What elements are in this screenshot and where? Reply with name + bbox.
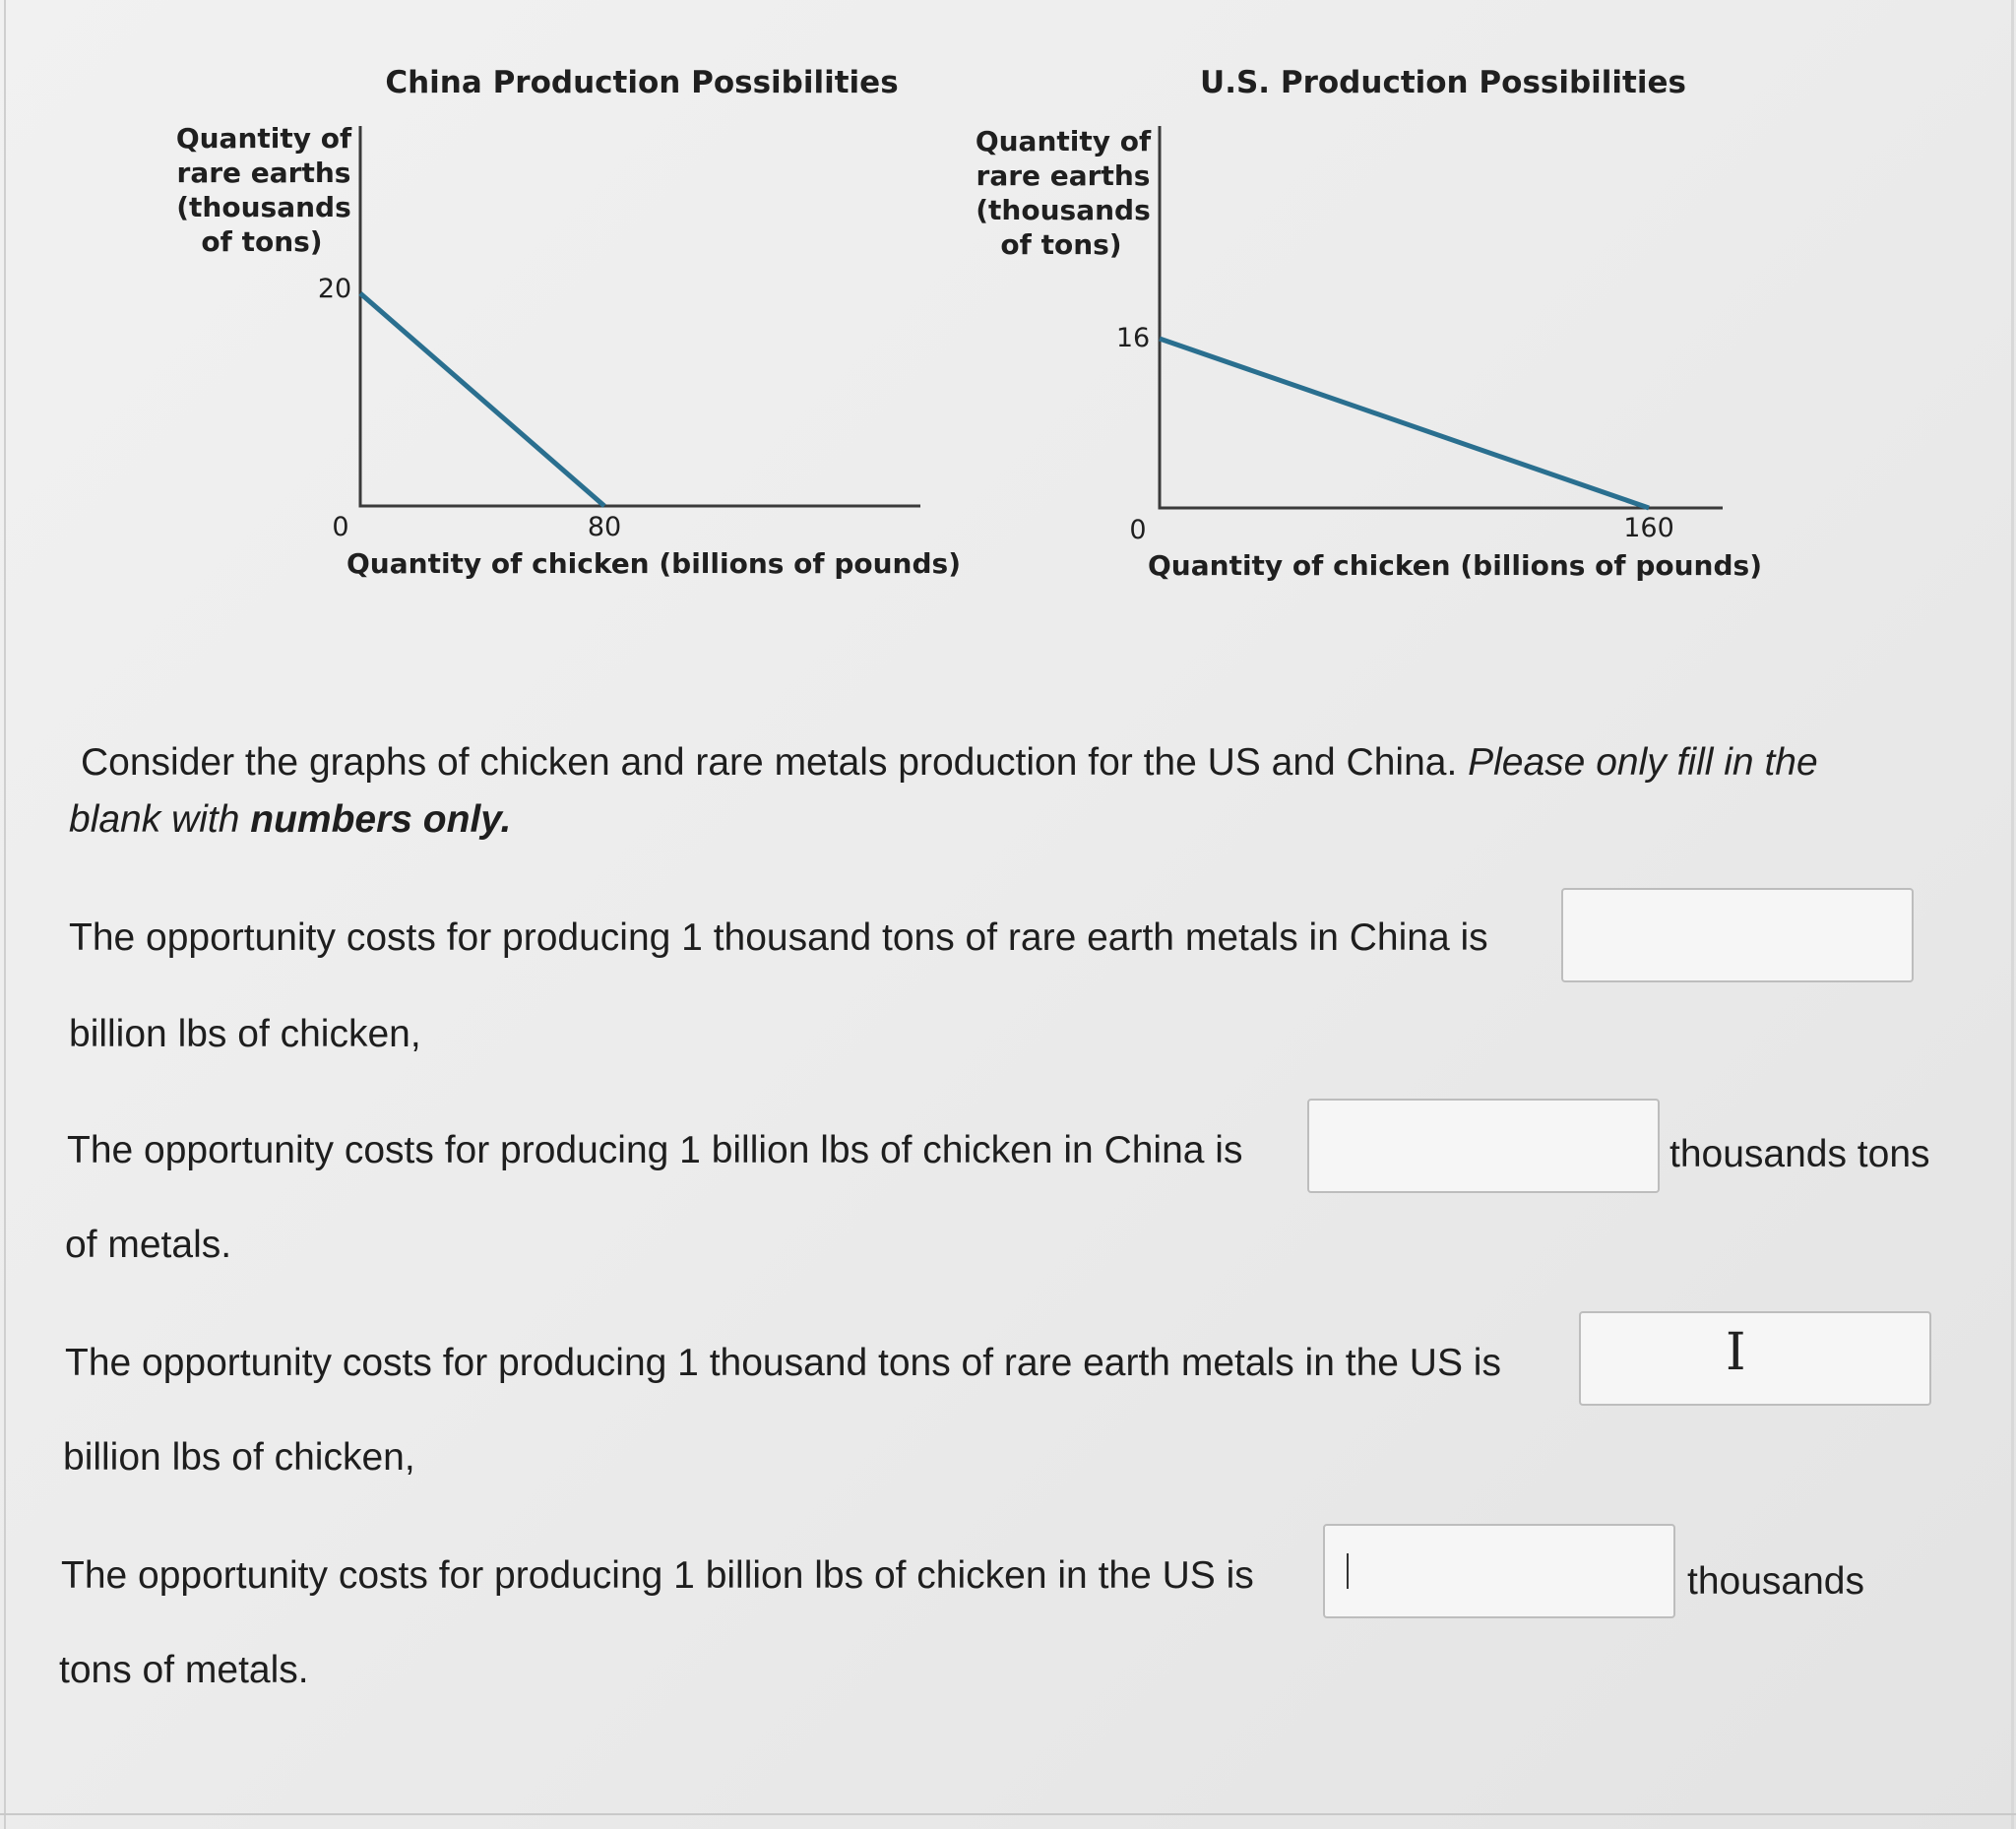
question-2-continuation: of metals. — [65, 1224, 232, 1266]
china-y-axis-label-line-4: of tons) — [201, 225, 323, 258]
china-y-axis-label-line-2: rare earths — [176, 157, 351, 189]
question-4-continuation: tons of metals. — [59, 1649, 309, 1691]
us-x-tick-max: 160 — [1623, 513, 1674, 543]
us-y-axis-label-line-4: of tons) — [1000, 228, 1122, 261]
china-y-axis-label-line-3: (thousands — [176, 191, 351, 223]
production-possibilities-figure — [0, 0, 2016, 630]
question-3-text: The opportunity costs for producing 1 thousand tons of rare earth metals in the US is — [65, 1342, 1501, 1384]
question-2-text: The opportunity costs for producing 1 billion lbs of chicken in China is — [67, 1129, 1243, 1171]
us-chart-title: U.S. Production Possibilities — [1200, 65, 1686, 100]
china-x-tick-max: 80 — [587, 512, 622, 542]
china-x-axis-label: Quantity of chicken (billions of pounds) — [346, 547, 961, 580]
instructions-plain: Consider the graphs of chicken and rare metals production for the US and China. — [81, 741, 1469, 784]
question-3-continuation: billion lbs of chicken, — [63, 1436, 415, 1479]
question-2-unit: thousands tons — [1670, 1133, 1930, 1175]
instructions-italic-2: blank with — [69, 798, 251, 841]
frame-border-bottom — [0, 1813, 2016, 1815]
us-axes — [1160, 126, 1723, 508]
instructions-bold: numbers only. — [250, 798, 512, 841]
china-chart — [176, 65, 961, 580]
china-chart-title: China Production Possibilities — [385, 65, 899, 100]
us-x-axis-label: Quantity of chicken (billions of pounds) — [1148, 549, 1762, 582]
china-y-tick-max: 20 — [317, 274, 352, 304]
instructions-italic: Please only fill in the — [1468, 741, 1818, 784]
question-1-continuation: billion lbs of chicken, — [69, 1013, 421, 1055]
answer-input-2[interactable] — [1307, 1099, 1660, 1193]
question-4-unit: thousands — [1687, 1560, 1864, 1603]
china-y-axis-label-line-1: Quantity of — [175, 122, 352, 155]
us-y-tick-max: 16 — [1115, 323, 1151, 353]
us-chart — [976, 65, 1762, 582]
china-origin-label: 0 — [332, 512, 349, 542]
text-caret — [1347, 1553, 1349, 1589]
us-ppf-line — [1160, 339, 1649, 508]
answer-input-3[interactable] — [1579, 1311, 1931, 1406]
us-origin-label: 0 — [1129, 515, 1147, 545]
question-4-text: The opportunity costs for producing 1 billion lbs of chicken in the US is — [61, 1554, 1254, 1597]
us-y-axis-label-line-3: (thousands — [976, 194, 1151, 226]
answer-input-4[interactable] — [1323, 1524, 1675, 1618]
text-cursor-ibeam-icon: I — [1726, 1323, 1746, 1382]
instructions-line-1 — [81, 742, 1818, 785]
us-y-axis-label-line-2: rare earths — [976, 159, 1151, 192]
instructions-line-2 — [69, 799, 511, 842]
china-ppf-line — [360, 293, 604, 506]
china-axes — [360, 126, 920, 506]
us-y-axis-label-line-1: Quantity of — [975, 125, 1152, 158]
question-1-text: The opportunity costs for producing 1 thousand tons of rare earth metals in China is — [69, 916, 1488, 959]
answer-input-1[interactable] — [1561, 888, 1914, 982]
